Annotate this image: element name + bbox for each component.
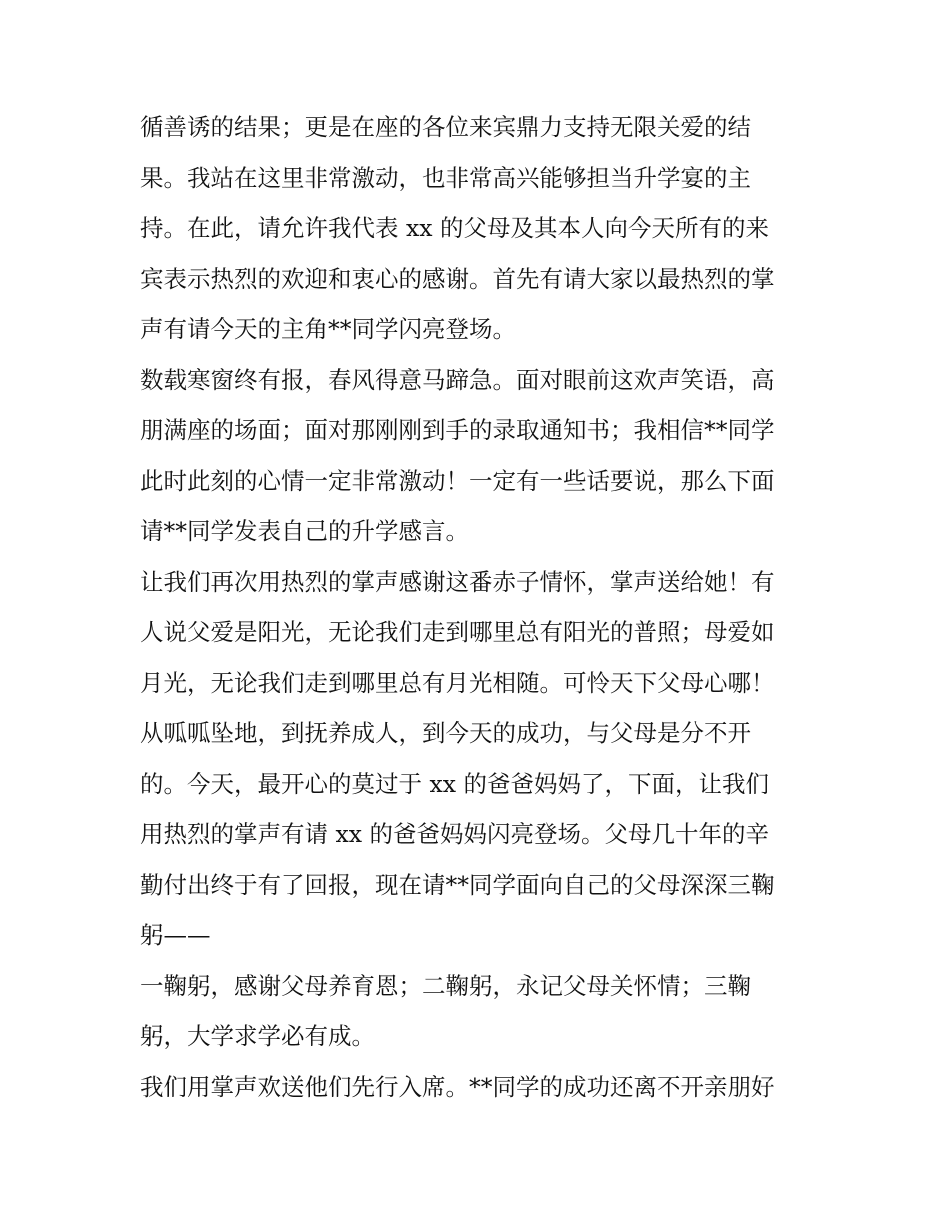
- text-line: 一鞠躬，感谢父母养育恩；二鞠躬，永记父母关怀情；三鞠: [140, 971, 751, 1000]
- text-line: 从呱呱坠地，到抚养成人，到今天的成功，与父母是分不开: [140, 719, 751, 747]
- text-line: 数载寒窗终有报，春风得意马蹄急。面对眼前这欢声笑语，高: [140, 365, 775, 394]
- text-line: 人说父爱是阳光，无论我们走到哪里总有阳光的普照；母爱如: [140, 618, 775, 646]
- text-line: 躬，大学求学必有成。: [140, 1022, 375, 1050]
- text-line: 我们用掌声欢送他们先行入席。**同学的成功还离不开亲朋好: [140, 1072, 775, 1101]
- text-line: 果。我站在这里非常激动，也非常高兴能够担当升学宴的主: [140, 163, 751, 192]
- text-line: 朋满座的场面；面对那刚刚到手的录取通知书；我相信**同学: [140, 416, 775, 444]
- text-line: 用热烈的掌声有请 xx 的爸爸妈妈闪亮登场。父母几十年的辛: [140, 820, 769, 848]
- text-line: 持。在此，请允许我代表 xx 的父母及其本人向今天所有的来: [140, 214, 769, 242]
- text-line: 声有请今天的主角**同学闪亮登场。: [140, 315, 516, 343]
- document-body: [140, 102, 812, 1112]
- text-line: 宾表示热烈的欢迎和衷心的感谢。首先有请大家以最热烈的掌: [140, 264, 775, 293]
- text-line: 躬——: [140, 921, 211, 949]
- text-line: 请**同学发表自己的升学感言。: [140, 517, 469, 545]
- text-line: 让我们再次用热烈的掌声感谢这番赤子情怀，掌声送给她！有: [140, 567, 775, 596]
- text-line: 月光，无论我们走到哪里总有月光相随。可怜天下父母心哪！: [140, 668, 775, 697]
- text-line: 此时此刻的心情一定非常激动！一定有一些话要说，那么下面: [140, 466, 775, 495]
- text-line: 循善诱的结果；更是在座的各位来宾鼎力支持无限关爱的结: [140, 113, 751, 141]
- text-line: 的。今天，最开心的莫过于 xx 的爸爸妈妈了，下面，让我们: [140, 769, 769, 798]
- text-line: 勤付出终于有了回报，现在请**同学面向自己的父母深深三鞠: [140, 870, 775, 899]
